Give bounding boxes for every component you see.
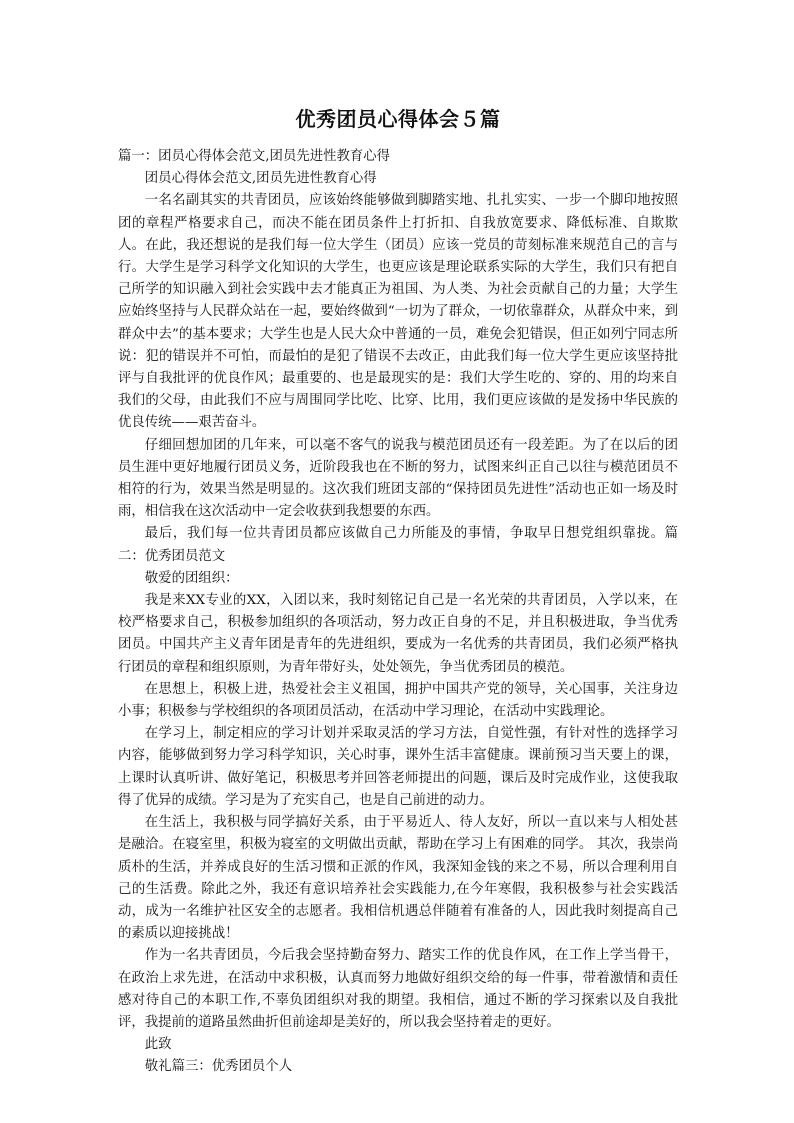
- paragraph: 最后，我们每一位共青团员都应该做自己力所能及的事情，争取早日想党组织靠拢。篇二：优秀团员范文: [118, 526, 678, 564]
- document-page: [118, 96, 678, 1079]
- document-title: 优秀团员心得体会５篇: [295, 107, 501, 131]
- document-body: [118, 146, 678, 1079]
- paragraph: 敬爱的团组织：: [144, 570, 239, 586]
- paragraph: 篇一：团员心得体会范文,团员先进性教育心得: [118, 149, 391, 164]
- paragraph: 在思想上，积极上进，热爱社会主义祖国，拥护中国共产党的领导，关心国事，关注身边小事；积极参与学校组织的各项团员活动，在活动中学习理论，在活动中实践理论。: [118, 681, 678, 720]
- paragraph: 在学习上，制定相应的学习计划并采取灵活的学习方法，自觉性强，有针对性的选择学习内容，能够做到努力学习科学知识，关心时事，课外生活丰富健康。课前预习当天要上的课，上课时认真听讲、做好笔记，积极思考并回答老师提出的问题，课后及时完成作业，这使我取得了优异的成绩。学习是为了充实自己，也是自己前进的动力。: [118, 726, 678, 808]
- paragraph: 在生活上，我积极与同学搞好关系，由于平易近人、待人友好，所以一直以来与人相处甚是融洽。在寝室里，积极为寝室的文明做出贡献，帮助在学习上有困难的同学。 其次，我崇尚质朴的生活，并养成良好的生活习惯和正派的作风，我深知金钱的来之不易，所以合理利用自己的生活费。除此之外，我还有意识培养社会实践能力,在今年寒假，我积极参与社会实践活动，成为一名维护社区安全的志愿者。我相信机遇总伴随着有准备的人，因此我时刻提高自己的素质以迎接挑战！: [118, 815, 678, 942]
- paragraph: 作为一名共青团员，今后我会坚持勤奋努力、踏实工作的优良作风，在工作上学当骨干，在政治上求先进，在活动中求积极，认真而努力地做好组织交给的每一件事，带着激情和责任感对待自己的本职工作,不辜负团组织对我的期望。我相信，通过不断的学习探索以及自我批评，我提前的道路虽然曲折但前途却是美好的，所以我会坚持着走的更好。: [118, 948, 678, 1030]
- paragraph: 仔细回想加团的几年来，可以毫不客气的说我与模范团员还有一段差距。为了在以后的团员生涯中更好地履行团员义务，近阶段我也在不断的努力，试图来纠正自己以往与模范团员不相符的行为，效果当然是明显的。这次我们班团支部的“保持团员先进性”活动也正如一场及时雨，相信我在这次活动中一定会收获到我想要的东西。: [118, 437, 678, 520]
- paragraph: 我是来XX专业的XX，入团以来，我时刻铭记自己是一名光荣的共青团员，入学以来，在校严格要求自己，积极参加组织的各项活动，努力改正自身的不足，并且积极进取，争当优秀团员。中国共产主义青年团是青年的先进组织，要成为一名优秀的共青团员，我们必须严格执行团员的章程和组织原则，为青年带好头，处处领先，争当优秀团员的模范。: [118, 593, 678, 675]
- paragraph: 一名名副其实的共青团员，应该始终能够做到脚踏实地、扎扎实实、一步一个脚印地按照团的章程严格要求自己，而决不能在团员条件上打折扣、自我放宽要求、降低标准、自欺欺人。在此，我还想说的是我们每一位大学生（团员）应该一党员的苛刻标准来规范自己的言与行。大学生是学习科学文化知识的大学生，也更应该是理论联系实际的大学生，我们只有把自己所学的知识融入到社会实践中去才能真正为祖国、为人类、为社会贡献自己的力量；大学生应始终坚持与人民群众站在一起，要始终做到“一切为了群众，一切依靠群众，从群众中来，到群众中去”的基本要求；大学生也是人民大众中普通的一员，难免会犯错误，但正如列宁同志所说：犯的错误并不可怕，而最怕的是犯了错误不去改正，由此我们每一位大学生更应该坚持批评与自我批评的优良作风；最重要的、也是最现实的是：我们大学生吃的、穿的、用的均来自我们的父母，由此我们不应与周围同学比吃、比穿、比用，我们更应该做的是发扬中华民族的优良传统——艰苦奋斗。: [118, 193, 678, 431]
- paragraph: 此致: [144, 1037, 172, 1053]
- paragraph: 团员心得体会范文,团员先进性教育心得: [144, 171, 377, 187]
- paragraph: 敬礼篇三：优秀团员个人: [144, 1059, 293, 1075]
